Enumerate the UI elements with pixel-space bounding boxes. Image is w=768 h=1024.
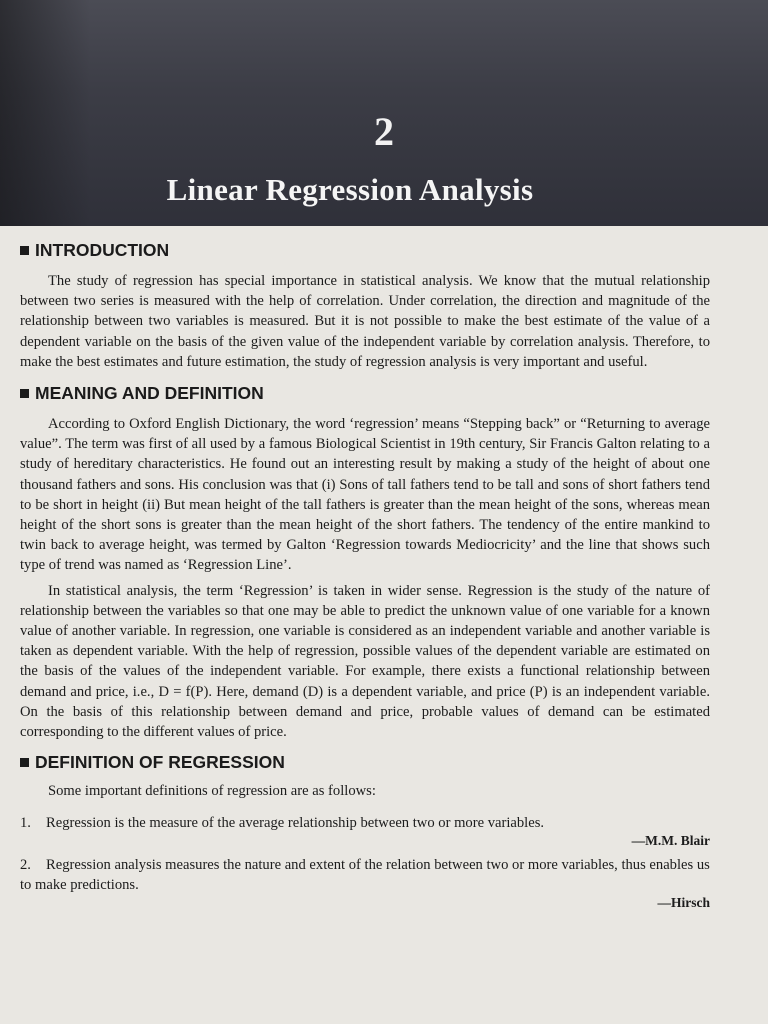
section-heading-meaning [20,383,710,404]
heading-text: INTRODUCTION [35,240,170,260]
intro-paragraph: The study of regression has special importance in statistical analysis. We know that the mutual relationship between two series is measured with the help of correlation. Under correlation, the direction and magnitude of the relationship between two variables is measured. But it is not possible to make the best estimate of the value of a dependent variable on the basis of the given value of the independent variable by correlation analysis. Therefore, to make the best estimates and future estimation, the study of regression analysis is very important and useful. [20,273,710,370]
page-content [20,240,710,911]
definition-number: 2. [20,857,31,874]
chapter-title: Linear Regression Analysis [166,172,534,207]
section-heading-introduction [20,240,710,261]
definition-author: —Hirsch [657,895,710,911]
meaning-paragraph-1: According to Oxford English Dictionary, the word ‘regression’ means “Stepping back” or “Returning to average value”. The term was first of all used by a famous Biological Scientist in 19th century, Sir Francis Galton relating to a study of hereditary characteristics. He found out an interesting result by making a study of the height of about one thousand fathers and sons. His conclusion was that (i) Sons of tall fathers tend to be tall and sons of short fathers tend to be short in height (ii) But mean height of the tall fathers is greater than the mean height of the sons, whereas mean height of the short sons is greater than the mean height of the short fathers. The tendency of the entire mankind to twin back to average height, was termed by Galton ‘Regression towards Mediocricity’ and the line that shows such type of trend was named as ‘Regression Line’. [20,416,710,574]
definition-intro: Some important definitions of regression are as follows: [48,783,376,800]
chapter-number: 2 [374,109,394,154]
heading-text: MEANING AND DEFINITION [35,383,264,404]
meaning-paragraph-2: In statistical analysis, the term ‘Regression’ is taken in wider sense. Regression is the study of the nature of relationship between the variables so that one may be able to predict the unknown value of one variable for a known value of another variable. In regression, one variable is considered as an independent variable and another variable is taken as dependent variable. With the help of regression, possible values of the dependent variable are estimated on the basis of the values of the independent variable. For example, there exists a functional relationship between demand and price, i.e., D = f(P). Here, demand (D) is a dependent variable, and price (P) is an independent variable. On the basis of this relationship between demand and price, probable values of demand can be estimated corresponding to the different values of price. [20,582,710,741]
definition-item [20,813,710,833]
chapter-banner [0,0,768,226]
bullet-square-icon [20,246,29,255]
bullet-square-icon [20,389,29,398]
definition-number: 1. [20,815,31,832]
definition-item [20,855,710,895]
heading-text: DEFINITION OF REGRESSION [35,752,285,773]
definition-text: Regression analysis measures the nature and extent of the relation between two or more variables, thus enables us to make predictions. [20,857,710,894]
section-heading-definition [20,752,710,773]
definition-author: —M.M. Blair [631,833,710,849]
definition-text: Regression is the measure of the average relationship between two or more variables. [46,815,545,832]
bullet-square-icon [20,758,29,767]
